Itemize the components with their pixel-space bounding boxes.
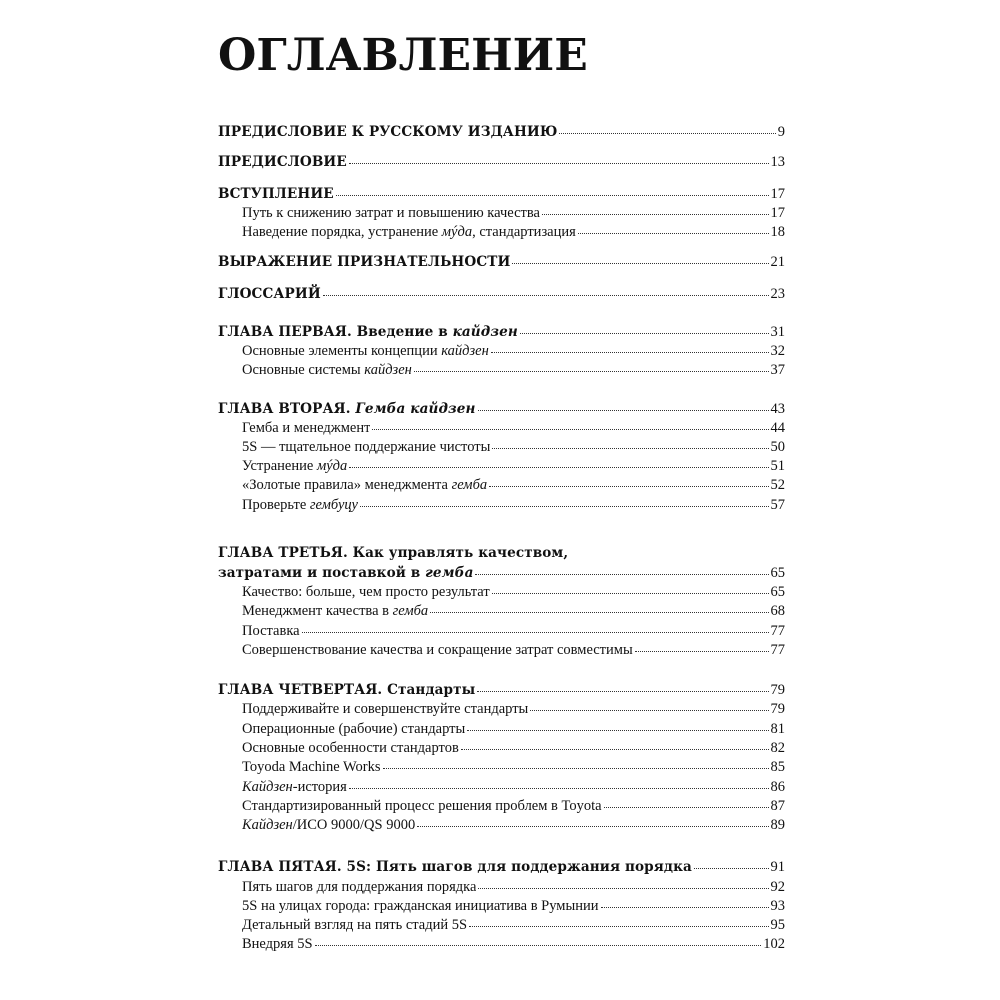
toc-chapter-entry — [218, 680, 785, 700]
toc-page-number: 92 — [770, 879, 785, 895]
toc-page-number: 43 — [770, 401, 785, 417]
toc-entry-title: «Золотые правила» менеджмента гемба — [242, 477, 488, 493]
dot-leader — [461, 749, 769, 750]
toc-entry-title: Устранение мýда — [242, 458, 348, 474]
toc-page-number: 77 — [770, 642, 785, 658]
toc-page-number: 51 — [770, 458, 785, 474]
toc-entry-title: ГЛАВА ПЕРВАЯ. Введение в кайдзен — [218, 324, 518, 340]
dot-leader — [383, 768, 769, 769]
dot-leader — [491, 352, 769, 353]
toc-page-number: 65 — [770, 584, 785, 600]
toc-section-entry — [242, 360, 785, 380]
dot-leader — [694, 868, 769, 869]
toc-page-number: 50 — [770, 439, 785, 455]
toc-page-number: 37 — [770, 362, 785, 378]
toc-page-number: 65 — [770, 565, 785, 581]
toc-chapter-entry — [218, 563, 785, 583]
toc-chapter-entry — [218, 122, 785, 142]
dot-leader — [475, 574, 768, 575]
toc-section-entry — [242, 203, 785, 223]
toc-page-number: 68 — [770, 603, 785, 619]
dot-leader — [323, 295, 769, 296]
toc-page-number: 44 — [770, 420, 785, 436]
toc-page-number: 86 — [770, 779, 785, 795]
dot-leader — [492, 593, 769, 594]
toc-entry-title: Поставка — [242, 623, 300, 639]
dot-leader — [578, 233, 769, 234]
toc-entry-title: ГЛОССАРИЙ — [218, 286, 321, 302]
toc-entry-title: ПРЕДИСЛОВИЕ К РУССКОМУ ИЗДАНИЮ — [218, 124, 558, 140]
toc-page-number: 79 — [770, 701, 785, 717]
dot-leader — [430, 612, 768, 613]
toc-section-entry — [242, 640, 785, 660]
dot-leader — [417, 826, 768, 827]
dot-leader — [414, 371, 769, 372]
toc-entry-title: Пять шагов для поддержания порядка — [242, 879, 477, 895]
dot-leader — [360, 506, 769, 507]
toc-entry-title: Поддерживайте и совершенствуйте стандарты — [242, 701, 529, 717]
toc-chapter-entry — [218, 152, 785, 172]
dot-leader — [478, 888, 768, 889]
toc-section-entry — [242, 934, 785, 954]
toc-page-number: 79 — [770, 682, 785, 698]
toc-entry-title: Путь к снижению затрат и повышению качества — [242, 205, 540, 221]
toc-entry-title: Основные системы кайдзен — [242, 362, 412, 378]
toc-section-entry — [242, 896, 785, 916]
toc-entry-title: ВСТУПЛЕНИЕ — [218, 186, 334, 202]
dot-leader — [477, 691, 768, 692]
toc-page-number: 82 — [770, 740, 785, 756]
toc-page-number: 95 — [770, 917, 785, 933]
toc-page-number: 17 — [770, 186, 785, 202]
toc-section-entry — [242, 418, 785, 438]
toc-section-entry — [242, 915, 785, 935]
dot-leader — [520, 333, 769, 334]
toc-page-number: 31 — [770, 324, 785, 340]
toc-entry-title: ВЫРАЖЕНИЕ ПРИЗНАТЕЛЬНОСТИ — [218, 254, 511, 270]
toc-entry-title: ПРЕДИСЛОВИЕ — [218, 154, 347, 170]
dot-leader — [489, 486, 768, 487]
dot-leader — [492, 448, 768, 449]
toc-page-number: 57 — [770, 497, 785, 513]
toc-chapter-entry — [218, 399, 785, 419]
toc-page-number: 9 — [777, 124, 785, 140]
toc-entry-title: Гемба и менеджмент — [242, 420, 371, 436]
toc-section-entry — [242, 738, 785, 758]
toc-page-number: 91 — [770, 859, 785, 875]
toc-entry-title: 5S — тщательное поддержание чистоты — [242, 439, 491, 455]
toc-entry-title: Качество: больше, чем просто результат — [242, 584, 490, 600]
toc-page-number: 93 — [770, 898, 785, 914]
toc-entry-title: Наведение порядка, устранение мýда, стандартизация — [242, 224, 576, 240]
toc-page-number: 87 — [770, 798, 785, 814]
toc-page-number: 85 — [770, 759, 785, 775]
dot-leader — [635, 651, 769, 652]
toc-section-entry — [242, 341, 785, 361]
toc-entry-title: ГЛАВА ЧЕТВЕРТАЯ. Стандарты — [218, 682, 476, 698]
dot-leader — [530, 710, 768, 711]
dot-leader — [542, 214, 769, 215]
dot-leader — [315, 945, 762, 946]
toc-entry-title: ГЛАВА ВТОРАЯ. Гемба кайдзен — [218, 401, 476, 417]
dot-leader — [302, 632, 769, 633]
toc-section-entry — [242, 582, 785, 602]
toc-heading: ОГЛАВЛЕНИЕ — [218, 30, 588, 81]
toc-section-entry — [242, 796, 785, 816]
toc-entry-title: ГЛАВА ПЯТАЯ. 5S: Пять шагов для поддержания порядка — [218, 859, 692, 875]
toc-page-number: 52 — [770, 477, 785, 493]
toc-page-number: 23 — [770, 286, 785, 302]
dot-leader — [604, 807, 769, 808]
toc-section-entry — [242, 757, 785, 777]
toc-page-number: 21 — [770, 254, 785, 270]
toc-entry-title: Менеджмент качества в гемба — [242, 603, 429, 619]
toc-chapter-entry — [218, 322, 785, 342]
toc-chapter-entry — [218, 284, 785, 304]
toc-section-entry — [242, 456, 785, 476]
toc-entry-title: Проверьте гембуцу — [242, 497, 358, 513]
toc-page-number: 32 — [770, 343, 785, 359]
toc-chapter-entry — [218, 857, 785, 877]
dot-leader — [559, 133, 775, 134]
toc-page-number: 77 — [770, 623, 785, 639]
toc-entry-title: Основные элементы концепции кайдзен — [242, 343, 489, 359]
dot-leader — [336, 195, 769, 196]
toc-entry-title: 5S на улицах города: гражданская инициатива в Румынии — [242, 898, 599, 914]
dot-leader — [601, 907, 769, 908]
toc-entry-title: Кайдзен/ИСО 9000/QS 9000 — [242, 817, 416, 833]
toc-entry-title: ГЛАВА ТРЕТЬЯ. Как управлять качеством, — [218, 545, 569, 561]
toc-page-number: 102 — [763, 936, 785, 952]
toc-page-number: 18 — [770, 224, 785, 240]
toc-section-entry — [242, 815, 785, 835]
toc-page-number: 17 — [770, 205, 785, 221]
toc-entry-title: Основные особенности стандартов — [242, 740, 459, 756]
toc-section-entry — [242, 699, 785, 719]
toc-section-entry — [242, 222, 785, 242]
toc-entry-title: Операционные (рабочие) стандарты — [242, 721, 466, 737]
dot-leader — [349, 788, 769, 789]
toc-chapter-entry — [218, 543, 785, 563]
toc-chapter-entry — [218, 184, 785, 204]
dot-leader — [349, 163, 769, 164]
toc-entry-title: Кайдзен-история — [242, 779, 347, 795]
toc-section-entry — [242, 877, 785, 897]
toc-entry-title: Стандартизированный процесс решения проблем в Toyota — [242, 798, 602, 814]
dot-leader — [478, 410, 769, 411]
toc-entry-title: Детальный взгляд на пять стадий 5S — [242, 917, 468, 933]
toc-page-number: 89 — [770, 817, 785, 833]
dot-leader — [512, 263, 768, 264]
toc-section-entry — [242, 475, 785, 495]
toc-entry-title: затратами и поставкой в гемба — [218, 565, 474, 581]
toc-entry-title: Совершенствование качества и сокращение затрат совместимы — [242, 642, 633, 658]
toc-section-entry — [242, 495, 785, 515]
toc-page-number: 81 — [770, 721, 785, 737]
toc-section-entry — [242, 719, 785, 739]
toc-section-entry — [242, 777, 785, 797]
dot-leader — [467, 730, 768, 731]
toc-chapter-entry — [218, 252, 785, 272]
toc-section-entry — [242, 621, 785, 641]
toc-page-number: 13 — [770, 154, 785, 170]
dot-leader — [372, 429, 768, 430]
dot-leader — [349, 467, 768, 468]
toc-section-entry — [242, 437, 785, 457]
toc-section-entry — [242, 601, 785, 621]
toc-entry-title: Toyoda Machine Works — [242, 759, 381, 775]
dot-leader — [469, 926, 768, 927]
toc-entry-title: Внедряя 5S — [242, 936, 313, 952]
